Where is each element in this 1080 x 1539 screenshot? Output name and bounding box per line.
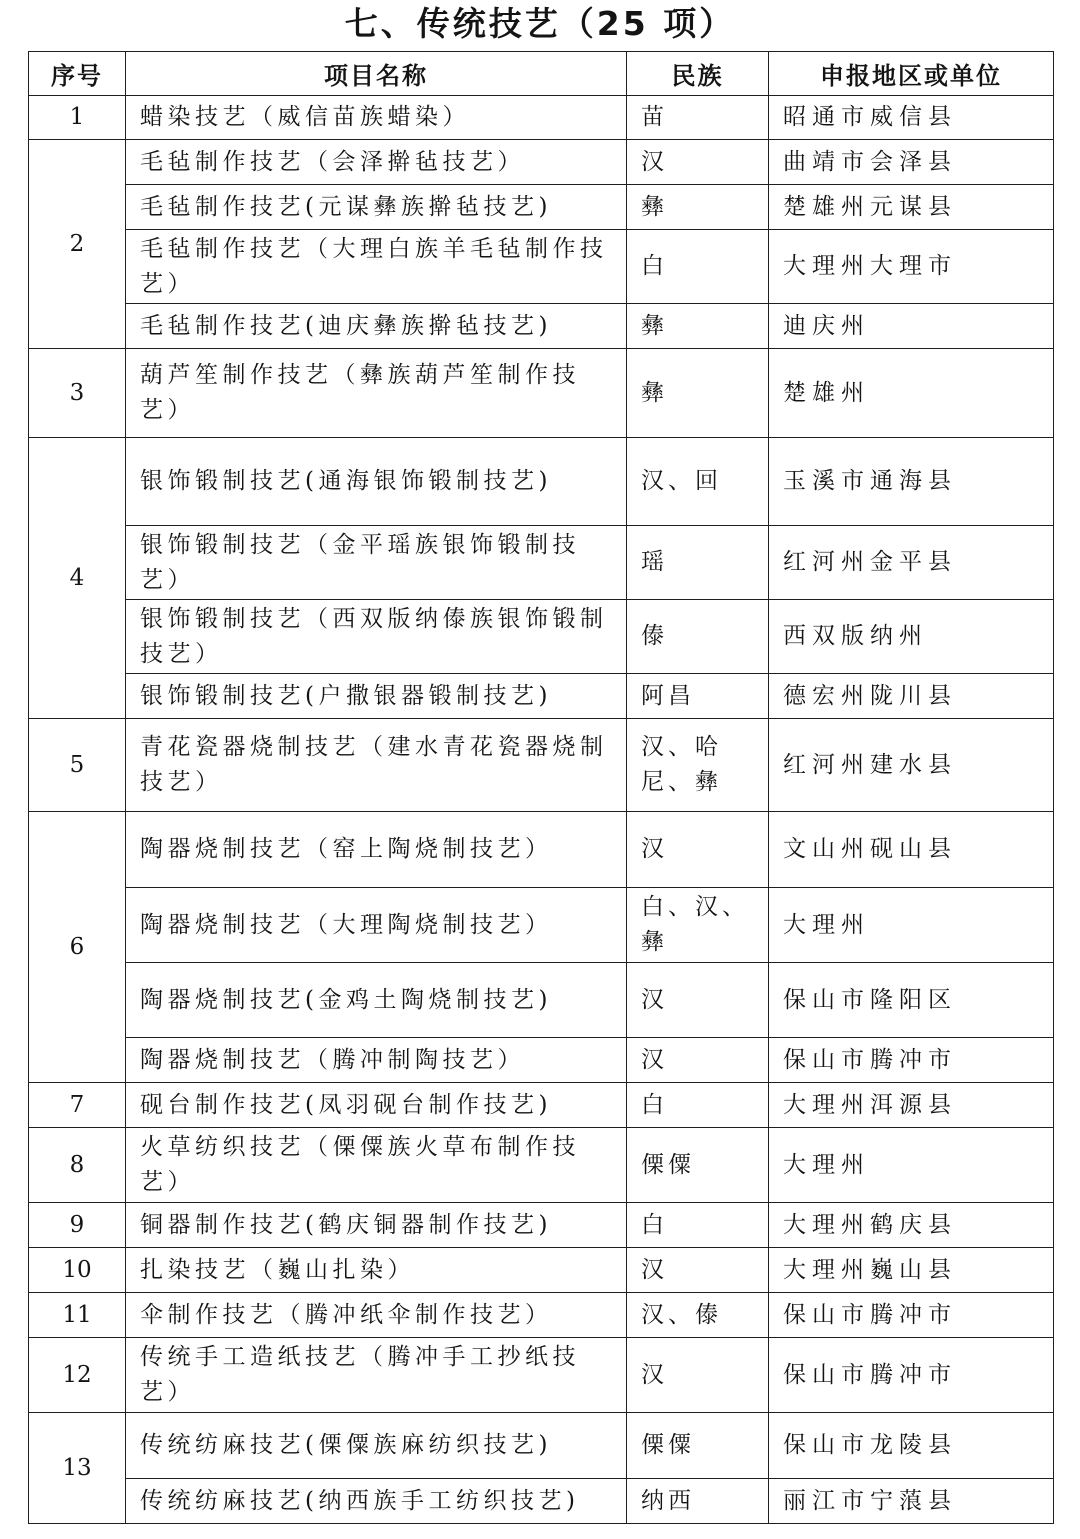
cell-name: 蜡染技艺（威信苗族蜡染） — [126, 96, 627, 140]
cell-name: 传统纺麻技艺(纳西族手工纺织技艺) — [126, 1479, 627, 1524]
cell-ethnicity: 白 — [627, 1203, 769, 1248]
cell-name: 陶器烧制技艺（窑上陶烧制技艺） — [126, 812, 627, 888]
table-body — [29, 96, 1054, 1524]
table-row — [29, 1479, 1054, 1524]
cell-ethnicity: 白 — [627, 230, 769, 304]
cell-name: 葫芦笙制作技艺（彝族葫芦笙制作技艺） — [126, 349, 627, 438]
cell-region: 大理州鹤庆县 — [769, 1203, 1054, 1248]
cell-ethnicity: 汉、哈尼、彝 — [627, 719, 769, 812]
cell-region: 大理州大理市 — [769, 230, 1054, 304]
cell-ethnicity: 汉 — [627, 812, 769, 888]
table-row — [29, 1083, 1054, 1128]
header-name: 项目名称 — [126, 52, 627, 96]
cell-ethnicity: 彝 — [627, 185, 769, 230]
table-row — [29, 963, 1054, 1038]
cell-ethnicity: 汉、回 — [627, 438, 769, 526]
cell-region: 红河州金平县 — [769, 526, 1054, 600]
table-row — [29, 719, 1054, 812]
table-row — [29, 526, 1054, 600]
cell-ethnicity: 傈僳 — [627, 1128, 769, 1203]
cell-region: 保山市龙陵县 — [769, 1413, 1054, 1479]
cell-ethnicity: 汉 — [627, 1248, 769, 1293]
cell-seq: 11 — [29, 1293, 126, 1338]
cell-region: 西双版纳州 — [769, 600, 1054, 674]
cell-region: 楚雄州 — [769, 349, 1054, 438]
cell-name: 扎染技艺（巍山扎染） — [126, 1248, 627, 1293]
cell-ethnicity: 汉 — [627, 140, 769, 185]
cell-name: 毛毡制作技艺（会泽擀毡技艺） — [126, 140, 627, 185]
header-region: 申报地区或单位 — [769, 52, 1054, 96]
cell-name: 火草纺织技艺（傈僳族火草布制作技艺） — [126, 1128, 627, 1203]
table-row — [29, 1248, 1054, 1293]
cell-name: 伞制作技艺（腾冲纸伞制作技艺） — [126, 1293, 627, 1338]
cell-region: 保山市腾冲市 — [769, 1293, 1054, 1338]
cell-seq: 9 — [29, 1203, 126, 1248]
cell-seq: 6 — [29, 812, 126, 1083]
cell-ethnicity: 瑶 — [627, 526, 769, 600]
cell-region: 大理州洱源县 — [769, 1083, 1054, 1128]
cell-ethnicity: 傈僳 — [627, 1413, 769, 1479]
cell-ethnicity: 汉 — [627, 1038, 769, 1083]
cell-name: 银饰锻制技艺(户撒银器锻制技艺) — [126, 674, 627, 719]
table-row — [29, 812, 1054, 888]
table-row — [29, 1203, 1054, 1248]
cell-ethnicity: 汉 — [627, 963, 769, 1038]
cell-region: 德宏州陇川县 — [769, 674, 1054, 719]
cell-region: 保山市隆阳区 — [769, 963, 1054, 1038]
cell-ethnicity: 白 — [627, 1083, 769, 1128]
cell-seq: 1 — [29, 96, 126, 140]
table-row — [29, 230, 1054, 304]
cell-region: 玉溪市通海县 — [769, 438, 1054, 526]
cell-name: 陶器烧制技艺(金鸡土陶烧制技艺) — [126, 963, 627, 1038]
cell-seq: 7 — [29, 1083, 126, 1128]
table-row — [29, 185, 1054, 230]
cell-name: 铜器制作技艺(鹤庆铜器制作技艺) — [126, 1203, 627, 1248]
cell-name: 青花瓷器烧制技艺（建水青花瓷器烧制技艺） — [126, 719, 627, 812]
table-row — [29, 1038, 1054, 1083]
cell-region: 大理州 — [769, 1128, 1054, 1203]
cell-ethnicity: 阿昌 — [627, 674, 769, 719]
table-row — [29, 349, 1054, 438]
cell-ethnicity: 彝 — [627, 304, 769, 349]
cell-ethnicity: 彝 — [627, 349, 769, 438]
cell-ethnicity: 傣 — [627, 600, 769, 674]
cell-seq: 2 — [29, 140, 126, 349]
cell-ethnicity: 汉、傣 — [627, 1293, 769, 1338]
cell-seq: 5 — [29, 719, 126, 812]
heritage-table — [28, 51, 1054, 1524]
table-row — [29, 1293, 1054, 1338]
table-header-row — [29, 52, 1054, 96]
table-row — [29, 140, 1054, 185]
cell-region: 丽江市宁蒗县 — [769, 1479, 1054, 1524]
cell-ethnicity: 汉 — [627, 1338, 769, 1413]
table-row — [29, 1338, 1054, 1413]
cell-seq: 13 — [29, 1413, 126, 1524]
cell-name: 银饰锻制技艺（金平瑶族银饰锻制技艺） — [126, 526, 627, 600]
table-row — [29, 1128, 1054, 1203]
cell-region: 保山市腾冲市 — [769, 1338, 1054, 1413]
cell-seq: 3 — [29, 349, 126, 438]
cell-region: 大理州巍山县 — [769, 1248, 1054, 1293]
cell-seq: 12 — [29, 1338, 126, 1413]
cell-name: 陶器烧制技艺（大理陶烧制技艺） — [126, 888, 627, 963]
cell-region: 文山州砚山县 — [769, 812, 1054, 888]
cell-seq: 8 — [29, 1128, 126, 1203]
table-row — [29, 304, 1054, 349]
cell-region: 保山市腾冲市 — [769, 1038, 1054, 1083]
cell-name: 陶器烧制技艺（腾冲制陶技艺） — [126, 1038, 627, 1083]
header-ethnicity: 民族 — [627, 52, 769, 96]
cell-seq: 4 — [29, 438, 126, 719]
cell-region: 曲靖市会泽县 — [769, 140, 1054, 185]
table-row — [29, 600, 1054, 674]
cell-region: 红河州建水县 — [769, 719, 1054, 812]
cell-name: 银饰锻制技艺（西双版纳傣族银饰锻制技艺） — [126, 600, 627, 674]
cell-name: 砚台制作技艺(凤羽砚台制作技艺) — [126, 1083, 627, 1128]
page-title: 七、传统技艺（25 项） — [344, 4, 736, 43]
cell-region: 昭通市威信县 — [769, 96, 1054, 140]
cell-name: 银饰锻制技艺(通海银饰锻制技艺) — [126, 438, 627, 526]
cell-region: 楚雄州元谋县 — [769, 185, 1054, 230]
table-row — [29, 888, 1054, 963]
cell-name: 毛毡制作技艺（大理白族羊毛毡制作技艺） — [126, 230, 627, 304]
cell-ethnicity: 苗 — [627, 96, 769, 140]
table-row — [29, 1413, 1054, 1479]
cell-name: 传统手工造纸技艺（腾冲手工抄纸技艺） — [126, 1338, 627, 1413]
cell-name: 传统纺麻技艺(傈僳族麻纺织技艺) — [126, 1413, 627, 1479]
cell-region: 迪庆州 — [769, 304, 1054, 349]
table-row — [29, 674, 1054, 719]
header-seq: 序号 — [29, 52, 126, 96]
cell-name: 毛毡制作技艺(元谋彝族擀毡技艺) — [126, 185, 627, 230]
cell-region: 大理州 — [769, 888, 1054, 963]
cell-name: 毛毡制作技艺(迪庆彝族擀毡技艺) — [126, 304, 627, 349]
cell-ethnicity: 白、汉、彝 — [627, 888, 769, 963]
cell-seq: 10 — [29, 1248, 126, 1293]
table-row — [29, 96, 1054, 140]
table-row — [29, 438, 1054, 526]
cell-ethnicity: 纳西 — [627, 1479, 769, 1524]
